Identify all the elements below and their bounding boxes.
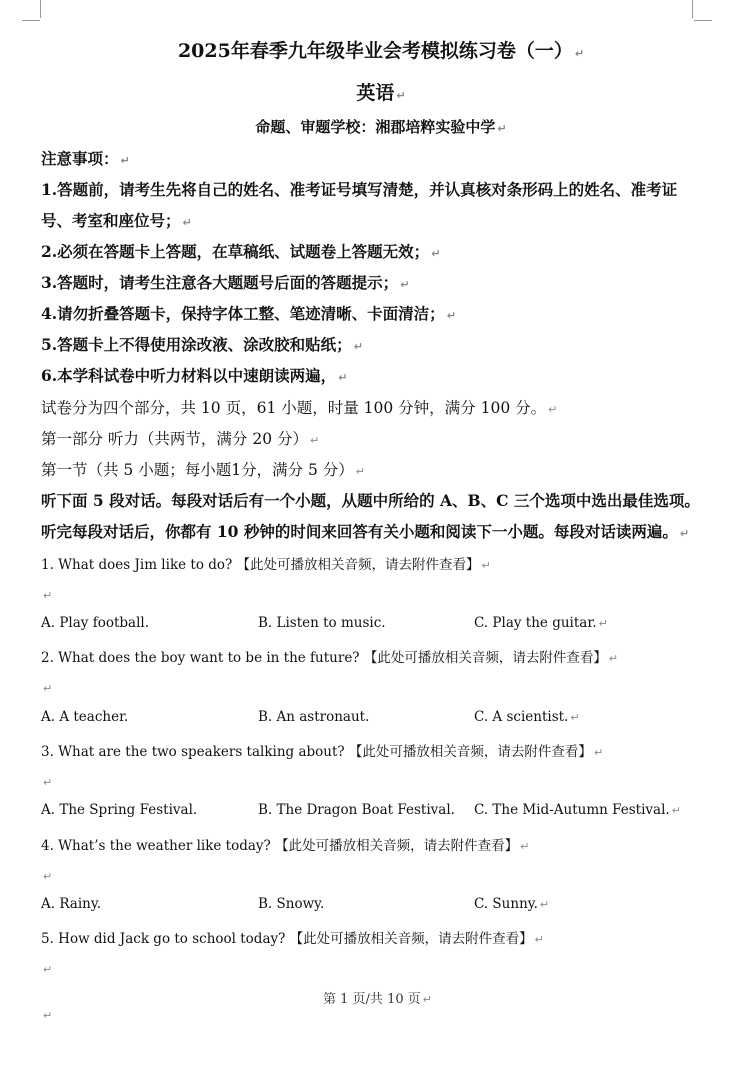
- part-heading: 第一部分 听力（共两节，满分 20 分） ↵: [41, 430, 320, 448]
- question-5: 5. How did Jack go to school today? 【此处可播放相关音频，请去附件查看】 ↵: [41, 931, 544, 947]
- note-item: 2.必须在答题卡上答题，在草稿纸、试题卷上答题无效； ↵: [41, 242, 441, 261]
- exam-title: 2025年春季九年级毕业会考模拟练习卷（一） ↵: [177, 40, 585, 62]
- crop-mark-top-right: [694, 20, 712, 21]
- note-item: 5.答题卡上不得使用涂改液、涂改胶和贴纸； ↵: [41, 335, 363, 354]
- option-a: A. Rainy.: [41, 896, 101, 912]
- note-item: 号、考室和座位号； ↵: [41, 211, 192, 230]
- crop-mark-top-right: [692, 0, 693, 18]
- option-b: B. Listen to music.: [258, 615, 386, 631]
- option-b: B. Snowy.: [258, 896, 325, 912]
- empty-paragraph: ↵: [43, 870, 53, 883]
- option-c: C. The Mid-Autumn Festival. ↵: [474, 802, 681, 818]
- empty-paragraph: ↵: [43, 682, 53, 695]
- exam-subject: 英语 ↵: [356, 82, 406, 104]
- option-a: A. A teacher.: [41, 709, 129, 725]
- exam-summary: 试卷分为四个部分，共 10 页，61 小题，时量 100 分钟，满分 100 分。 ↵: [41, 399, 558, 417]
- option-a: A. The Spring Festival.: [41, 802, 198, 818]
- instruction-line: 听下面 5 段对话。每段对话后有一个小题，从题中所给的 A、B、C 三个选项中选出最佳选项。: [41, 491, 700, 510]
- option-b: B. An astronaut.: [258, 709, 370, 725]
- exam-school: 命题、审题学校：湘郡培粹实验中学 ↵: [255, 118, 507, 136]
- note-item: 4.请勿折叠答题卡，保持字体工整、笔迹清晰、卡面清洁； ↵: [41, 304, 456, 323]
- question-2: 2. What does the boy want to be in the future? 【此处可播放相关音频，请去附件查看】 ↵: [41, 650, 619, 666]
- crop-mark-top-left: [40, 0, 41, 18]
- option-b: B. The Dragon Boat Festival.: [258, 802, 455, 818]
- notes-heading: 注意事项： ↵: [41, 149, 130, 168]
- note-item: 1.答题前，请考生先将自己的姓名、准考证号填写清楚，并认真核对条形码上的姓名、准考证: [41, 180, 678, 199]
- note-item: 3.答题时，请考生注意各大题题号后面的答题提示； ↵: [41, 273, 410, 292]
- crop-mark-top-left: [22, 20, 40, 21]
- option-a: A. Play football.: [41, 615, 149, 631]
- option-c: C. Play the guitar. ↵: [474, 615, 608, 631]
- option-c: C. Sunny. ↵: [474, 896, 550, 912]
- page-footer: 第 1 页/共 10 页 ↵: [323, 992, 432, 1007]
- page-number: 第 1 页/共 10 页: [323, 992, 421, 1007]
- empty-paragraph: ↵: [43, 589, 53, 602]
- option-c: C. A scientist. ↵: [474, 709, 580, 725]
- question-1: 1. What does Jim like to do? 【此处可播放相关音频，请去附件查看】 ↵: [41, 557, 491, 573]
- empty-paragraph: ↵: [43, 776, 53, 789]
- empty-paragraph: ↵: [43, 963, 53, 976]
- empty-paragraph: ↵: [43, 1009, 53, 1022]
- question-4: 4. What’s the weather like today? 【此处可播放相关音频，请去附件查看】 ↵: [41, 838, 530, 854]
- note-item: 6.本学科试卷中听力材料以中速朗读两遍， ↵: [41, 366, 348, 385]
- subsection-heading: 第一节（共 5 小题；每小题1分，满分 5 分） ↵: [41, 461, 366, 479]
- question-3: 3. What are the two speakers talking about? 【此处可播放相关音频，请去附件查看】 ↵: [41, 744, 604, 760]
- instruction-line: 听完每段对话后，你都有 10 秒钟的时间来回答有关小题和阅读下一小题。每段对话读两遍。 ↵: [41, 522, 690, 541]
